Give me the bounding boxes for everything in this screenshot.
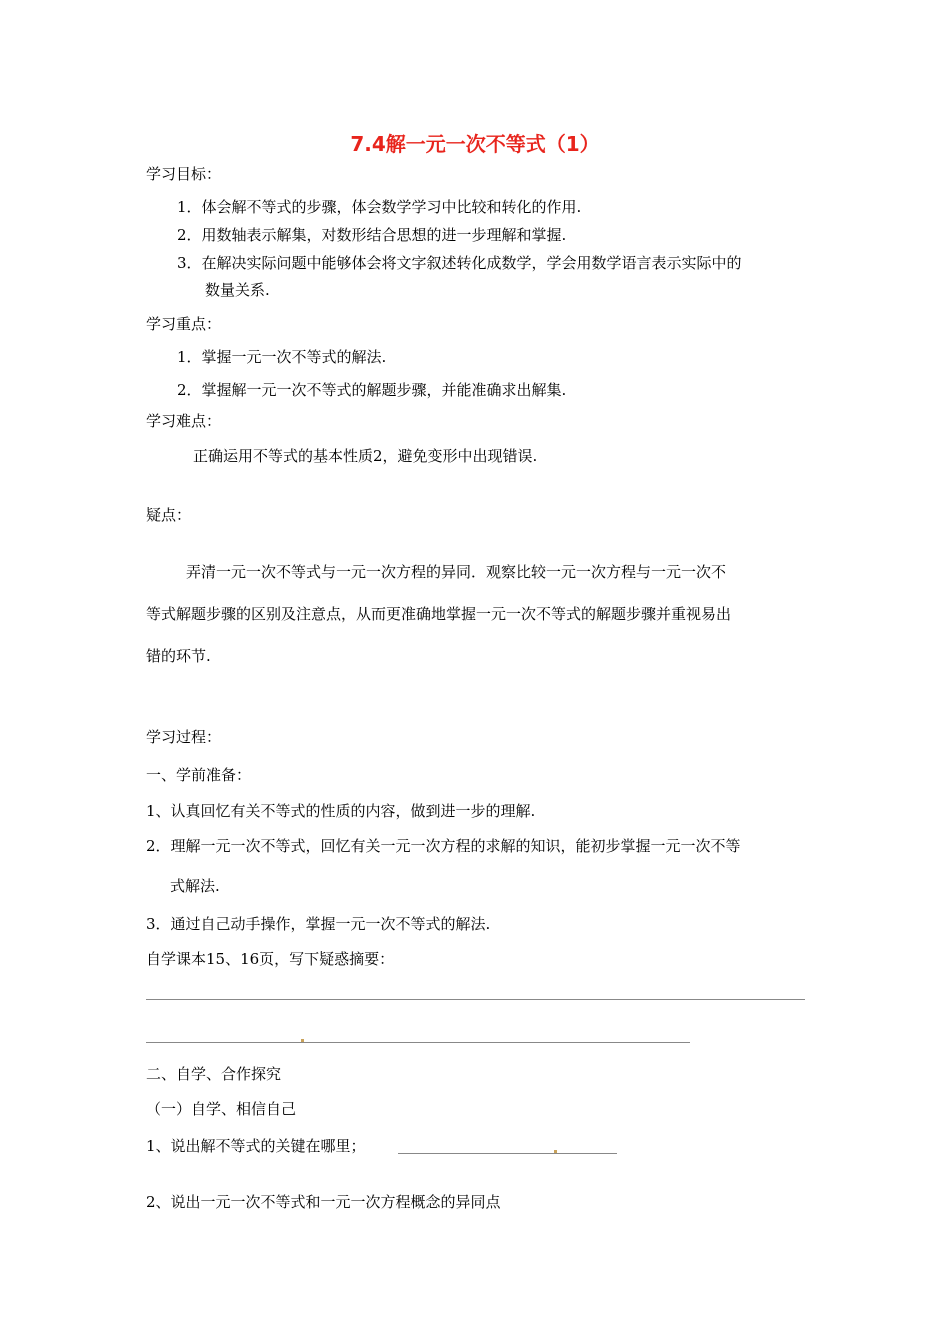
doubts-line: 弄清一元一次不等式与一元一次方程的异同．观察比较一元一次方程与一元一次不 <box>186 563 727 581</box>
answer-line[interactable] <box>146 1042 690 1043</box>
objective-item-continued: 数量关系. <box>205 281 270 299</box>
process-item: 1、认真回忆有关不等式的性质的内容，做到进一步的理解. <box>146 802 536 820</box>
difficulties-text: 正确运用不等式的基本性质2，避免变形中出现错误. <box>193 447 538 465</box>
objective-item: 1．体会解不等式的步骤，体会数学学习中比较和转化的作用. <box>177 198 582 216</box>
scan-mark <box>554 1150 557 1153</box>
question-1-answer-line[interactable] <box>398 1153 617 1154</box>
section-heading: 二、自学、合作探究 <box>146 1065 282 1083</box>
subsection-heading: （一）自学、相信自己 <box>146 1100 297 1118</box>
doubts-line: 等式解题步骤的区别及注意点，从而更准确地掌握一元一次不等式的解题步骤并重视易出 <box>146 605 732 623</box>
key-point-item: 1．掌握一元一次不等式的解法. <box>177 348 387 366</box>
objective-item: 2．用数轴表示解集，对数形结合思想的进一步理解和掌握. <box>177 226 567 244</box>
self-study-prompt: 自学课本15、16页，写下疑惑摘要： <box>146 950 395 968</box>
question-1: 1、说出解不等式的关键在哪里； <box>146 1137 366 1155</box>
objectives-heading: 学习目标： <box>146 165 222 183</box>
question-2: 2、说出一元一次不等式和一元一次方程概念的异同点 <box>146 1193 501 1211</box>
key-point-item: 2．掌握解一元一次不等式的解题步骤，并能准确求出解集. <box>177 381 567 399</box>
answer-line[interactable] <box>146 999 805 1000</box>
doubts-line: 错的环节. <box>146 647 211 665</box>
doubts-heading: 疑点： <box>146 506 192 524</box>
objective-item: 3．在解决实际问题中能够体会将文字叙述转化成数学，学会用数学语言表示实际中的 <box>177 254 742 272</box>
key-points-heading: 学习重点： <box>146 315 222 333</box>
section-heading: 一、学前准备： <box>146 766 252 784</box>
scan-mark <box>301 1039 304 1042</box>
process-heading: 学习过程： <box>146 728 222 746</box>
difficulties-heading: 学习难点： <box>146 412 222 430</box>
process-item: 3．通过自己动手操作，掌握一元一次不等式的解法. <box>146 915 491 933</box>
process-item-continued: 式解法. <box>170 877 220 895</box>
page-title: 7.4解一元一次不等式（1） <box>350 132 600 156</box>
process-item: 2．理解一元一次不等式，回忆有关一元一次方程的求解的知识，能初步掌握一元一次不等 <box>146 837 741 855</box>
